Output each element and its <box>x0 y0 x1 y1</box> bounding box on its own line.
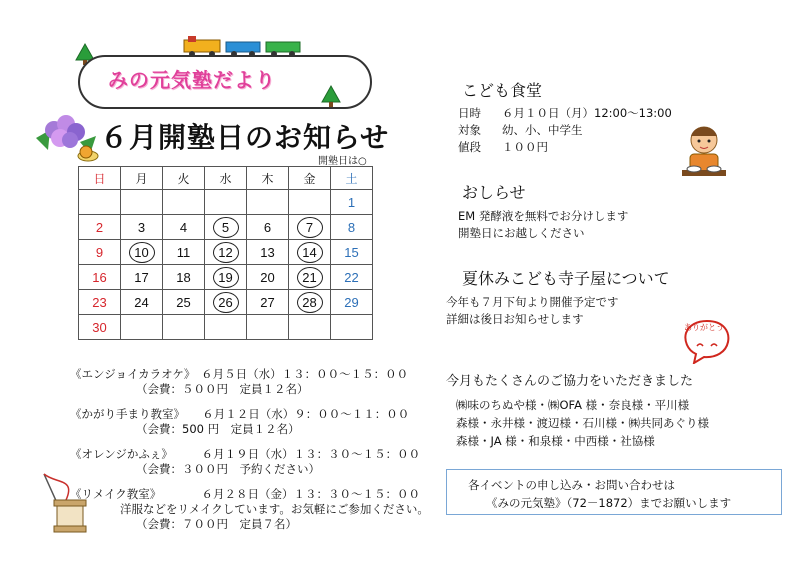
day-cell: 6 <box>247 215 289 240</box>
event-orange-cafe-fee: （会費：３００円 予約ください） <box>136 462 320 476</box>
thread-spool-icon <box>36 470 92 540</box>
day-cell: 20 <box>247 265 289 290</box>
day-cell: 15 <box>331 240 373 265</box>
event-temari-fee: （会費：500 円 定員１２名） <box>136 422 300 436</box>
day-cell: 30 <box>79 315 121 340</box>
thanks-line-3: 森様・JA 様・和泉様・中西様・社協様 <box>456 434 655 448</box>
week-row <box>79 190 373 215</box>
day-cell: 25 <box>163 290 205 315</box>
weekday-sun: 日 <box>79 167 121 190</box>
weekday-thu: 木 <box>247 167 289 190</box>
event-karaoke-fee: （会費：５００円 定員１２名） <box>136 382 309 396</box>
event-temari: 《かがり手まり教室》 ６月１２日（水）９：００～１１：００ <box>70 407 410 421</box>
contact-line-2: 《みの元気塾》（72－1872）までお願いします <box>486 496 732 510</box>
event-remake-desc: 洋服などをリメイクしています。お気軽にご参加ください。 <box>120 502 429 516</box>
shokudo-target-label: 対象 <box>458 123 481 137</box>
day-cell: 7 <box>289 215 331 240</box>
hydrangea-snail-icon <box>30 108 102 170</box>
day-cell: 2 <box>79 215 121 240</box>
week-row <box>79 215 373 240</box>
day-cell <box>247 315 289 340</box>
shokudo-target-value: 幼、小、中学生 <box>502 123 583 137</box>
day-cell: 1 <box>331 190 373 215</box>
day-cell <box>163 190 205 215</box>
day-cell: 5 <box>205 215 247 240</box>
day-cell: 21 <box>289 265 331 290</box>
day-cell: 12 <box>205 240 247 265</box>
day-cell: 13 <box>247 240 289 265</box>
event-remake-fee: （会費：７００円 定員７名） <box>136 517 297 531</box>
day-cell: 11 <box>163 240 205 265</box>
shokudo-date-value: ６月１０日（月）12:00～13:00 <box>502 106 672 120</box>
contact-line-1: 各イベントの申し込み・お問い合わせは <box>468 478 675 492</box>
day-cell <box>163 315 205 340</box>
week-row <box>79 315 373 340</box>
day-cell: 27 <box>247 290 289 315</box>
day-cell: 16 <box>79 265 121 290</box>
day-cell <box>247 190 289 215</box>
notice-title: おしらせ <box>462 183 526 202</box>
week-row <box>79 290 373 315</box>
day-cell: 18 <box>163 265 205 290</box>
weekday-header-row <box>79 167 373 190</box>
child-eating-icon <box>678 122 730 186</box>
week-row <box>79 265 373 290</box>
day-cell: 9 <box>79 240 121 265</box>
legend-note: 開塾日は○ <box>318 156 367 167</box>
day-cell: 10 <box>121 240 163 265</box>
day-cell <box>205 190 247 215</box>
weekday-fri: 金 <box>289 167 331 190</box>
notice-line-1: EM 発酵液を無料でお分けします <box>458 209 629 223</box>
day-cell: 28 <box>289 290 331 315</box>
weekday-mon: 月 <box>121 167 163 190</box>
day-cell <box>79 190 121 215</box>
event-remake: 《リメイク教室》 ６月２８日（金）１３：３０～１５：００ <box>70 487 421 501</box>
day-cell: 23 <box>79 290 121 315</box>
thanks-line-1: ㈱味のちぬや様・㈱OFA 様・奈良様・平川様 <box>456 398 690 412</box>
day-cell <box>289 190 331 215</box>
june-calendar <box>78 166 373 340</box>
thanks-title: 今月もたくさんのご協力をいただきました <box>446 374 694 389</box>
summer-line-1: 今年も７月下旬より開催予定です <box>446 295 619 309</box>
day-cell <box>331 315 373 340</box>
shokudo-price-value: １００円 <box>502 140 548 154</box>
weekday-tue: 火 <box>163 167 205 190</box>
shokudo-price-label: 値段 <box>458 140 481 154</box>
thank-you-bubble-text: ありがとう <box>684 323 724 332</box>
kodomo-shokudo-title: こども食堂 <box>462 81 543 100</box>
day-cell <box>121 190 163 215</box>
day-cell: 26 <box>205 290 247 315</box>
day-cell: 29 <box>331 290 373 315</box>
weekday-wed: 水 <box>205 167 247 190</box>
day-cell: 19 <box>205 265 247 290</box>
day-cell: 24 <box>121 290 163 315</box>
day-cell <box>121 315 163 340</box>
shokudo-date-label: 日時 <box>458 106 481 120</box>
summer-line-2: 詳細は後日お知らせします <box>446 312 584 326</box>
banner-title: みの元気塾だより <box>108 68 276 92</box>
day-cell <box>205 315 247 340</box>
notice-line-2: 開塾日にお越しください <box>458 226 585 240</box>
day-cell: 22 <box>331 265 373 290</box>
thanks-line-2: 森様・永井様・渡辺様・石川様・㈱共同あぐり様 <box>456 416 709 430</box>
day-cell: 17 <box>121 265 163 290</box>
page-title: ６月開塾日のお知らせ <box>100 121 390 154</box>
event-orange-cafe: 《オレンジかふぇ》 ６月１９日（水）１３：３０～１５：００ <box>70 447 421 461</box>
day-cell: 4 <box>163 215 205 240</box>
day-cell <box>289 315 331 340</box>
event-karaoke: 《エンジョイカラオケ》 ６月５日（水）１３：００～１５：００ <box>70 367 409 381</box>
day-cell: 14 <box>289 240 331 265</box>
day-cell: 3 <box>121 215 163 240</box>
tree-icon <box>320 84 342 112</box>
week-row <box>79 240 373 265</box>
day-cell: 8 <box>331 215 373 240</box>
summer-terakoya-title: 夏休みこども寺子屋について <box>462 269 670 288</box>
weekday-sat: 土 <box>331 167 373 190</box>
